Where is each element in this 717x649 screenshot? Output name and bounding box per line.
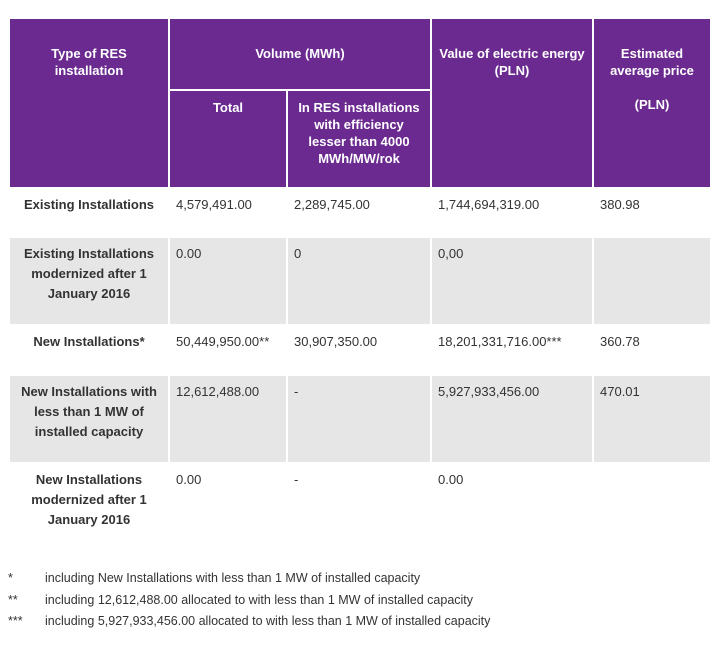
row-total-cell: 0.00 [176,472,202,487]
res-volume-table [8,17,712,536]
table-row [10,326,710,374]
header-price-label: Estimated average price [610,46,694,78]
footnote-text: including 12,612,488.00 allocated to with less than 1 MW of installed capacity [45,592,474,607]
header-price [594,19,710,187]
footnote-mark: *** [8,614,23,628]
table-row [10,189,710,236]
row-type-label: Existing Installations [23,197,155,212]
footnote-text: including New Installations with less than 1 MW of installed capacity [45,571,421,585]
row-efficiency-cell: 2,289,745.00 [294,197,370,212]
footnote [8,568,708,590]
footnotes [8,568,708,633]
header-volume: Volume (MWh) [170,19,430,89]
header-efficiency: In RES installations with efficiency lesser than 4000 MWh/MW/rok [288,91,430,187]
row-type-label: New Installations* [33,334,145,349]
footnote [8,590,708,612]
header-total: Total [170,91,286,187]
table-row [10,464,710,534]
row-value-cell: 18,201,331,716.00*** [438,334,562,349]
row-price-cell [594,464,710,534]
row-type-label: New Installations with less than 1 MW of installed capacity [10,376,168,462]
row-total-cell: 12,612,488.00 [170,376,286,462]
table-row [10,238,710,324]
row-price-cell: 360.78 [600,334,640,349]
footnote-text: including 5,927,933,456.00 allocated to with less than 1 MW of installed capacity [45,614,491,628]
header-price-unit: (PLN) [634,97,670,112]
footnote-mark: ** [8,592,18,607]
row-efficiency-cell: - [288,376,430,462]
header-value: Value of electric energy (PLN) [432,19,592,187]
row-value-cell: 1,744,694,319.00 [438,197,540,212]
row-price-cell [594,238,710,324]
row-total-cell: 50,449,950.00** [176,334,270,349]
row-price-cell: 380.98 [600,197,640,212]
footnote [8,611,708,633]
row-value-cell: 0,00 [432,238,592,324]
row-total-cell: 0.00 [170,238,286,324]
footnote-mark: * [8,571,13,585]
header-type: Type of RES installation [10,19,168,187]
row-total-cell: 4,579,491.00 [176,197,252,212]
row-efficiency-cell: 30,907,350.00 [294,334,378,349]
row-efficiency-cell: 0 [288,238,430,324]
row-price-cell: 470.01 [594,376,710,462]
row-value-cell: 0.00 [438,472,464,487]
row-type-label: Existing Installations modernized after 1 January 2016 [10,238,168,324]
row-value-cell: 5,927,933,456.00 [432,376,592,462]
row-type-label: New Installations modernized after 1 January 2016 [31,472,147,527]
table-row [10,376,710,462]
row-efficiency-cell: - [294,472,299,487]
